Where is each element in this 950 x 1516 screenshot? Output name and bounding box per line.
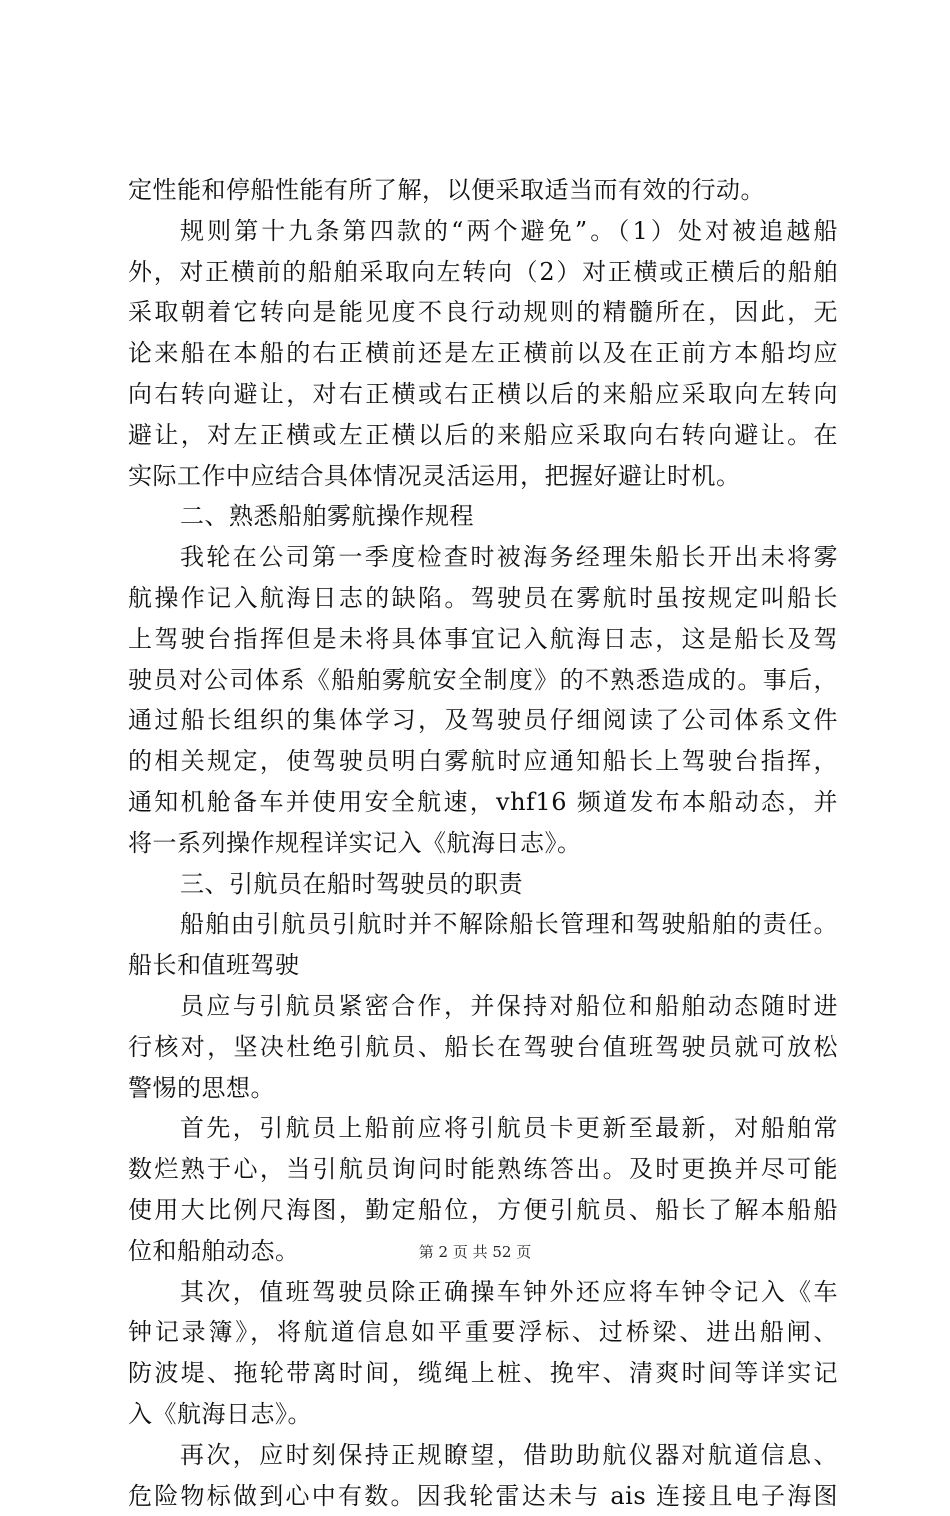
text-line: 位和船舶动态。	[128, 1231, 838, 1272]
document-body	[128, 170, 838, 1516]
text-line: 论来船在本船的右正横前还是左正横前以及在正前方本船均应	[128, 333, 838, 374]
text-line: 通过船长组织的集体学习，及驾驶员仔细阅读了公司体系文件	[128, 700, 838, 741]
text-line: 采取朝着它转向是能见度不良行动规则的精髓所在，因此，无	[128, 292, 838, 333]
text-line: 船长和值班驾驶	[128, 945, 838, 986]
text-line: 外，对正横前的船舶采取向左转向（2）对正横或正横后的船舶	[128, 252, 838, 293]
text-line: 上驾驶台指挥但是未将具体事宜记入航海日志，这是船长及驾	[128, 619, 838, 660]
text-line: 将一系列操作规程详实记入《航海日志》。	[128, 823, 838, 864]
text-line: 其次，值班驾驶员除正确操车钟外还应将车钟令记入《车	[128, 1272, 838, 1313]
text-line: 数烂熟于心，当引航员询问时能熟练答出。及时更换并尽可能	[128, 1149, 838, 1190]
text-line: 危险物标做到心中有数。因我轮雷达未与 ais 连接且电子海图	[128, 1476, 838, 1516]
text-line: 员应与引航员紧密合作，并保持对船位和船舶动态随时进	[128, 986, 838, 1027]
text-line: 使用大比例尺海图，勤定船位，方便引航员、船长了解本船船	[128, 1190, 838, 1231]
text-line: 航操作记入航海日志的缺陷。驾驶员在雾航时虽按规定叫船长	[128, 578, 838, 619]
text-line: 规则第十九条第四款的“两个避免”。（1）处对被追越船	[128, 211, 838, 252]
text-line: 二、熟悉船舶雾航操作规程	[128, 496, 838, 537]
text-line: 入《航海日志》。	[128, 1394, 838, 1435]
text-line: 通知机舱备车并使用安全航速，vhf16 频道发布本船动态，并	[128, 782, 838, 823]
text-line: 首先，引航员上船前应将引航员卡更新至最新，对船舶常	[128, 1108, 838, 1149]
text-line: 再次，应时刻保持正规瞭望，借助助航仪器对航道信息、	[128, 1435, 838, 1476]
text-line: 行核对，坚决杜绝引航员、船长在驾驶台值班驾驶员就可放松	[128, 1027, 838, 1068]
text-line: 定性能和停船性能有所了解，以便采取适当而有效的行动。	[128, 170, 838, 211]
text-line: 的相关规定，使驾驶员明白雾航时应通知船长上驾驶台指挥，	[128, 741, 838, 782]
text-line: 驶员对公司体系《船舶雾航安全制度》的不熟悉造成的。事后，	[128, 660, 838, 701]
text-line: 避让，对左正横或左正横以后的来船应采取向右转向避让。在	[128, 415, 838, 456]
text-line: 防波堤、拖轮带离时间，缆绳上桩、挽牢、清爽时间等详实记	[128, 1353, 838, 1394]
text-line: 警惕的思想。	[128, 1068, 838, 1109]
text-line: 钟记录簿》，将航道信息如平重要浮标、过桥梁、进出船闸、	[128, 1312, 838, 1353]
text-line: 我轮在公司第一季度检查时被海务经理朱船长开出未将雾	[128, 537, 838, 578]
text-line: 向右转向避让，对右正横或右正横以后的来船应采取向左转向	[128, 374, 838, 415]
text-line: 船舶由引航员引航时并不解除船长管理和驾驶船舶的责任。	[128, 904, 838, 945]
text-line: 三、引航员在船时驾驶员的职责	[128, 864, 838, 905]
page-footer: 第 2 页 共 52 页	[0, 1242, 950, 1262]
text-line: 实际工作中应结合具体情况灵活运用，把握好避让时机。	[128, 456, 838, 497]
